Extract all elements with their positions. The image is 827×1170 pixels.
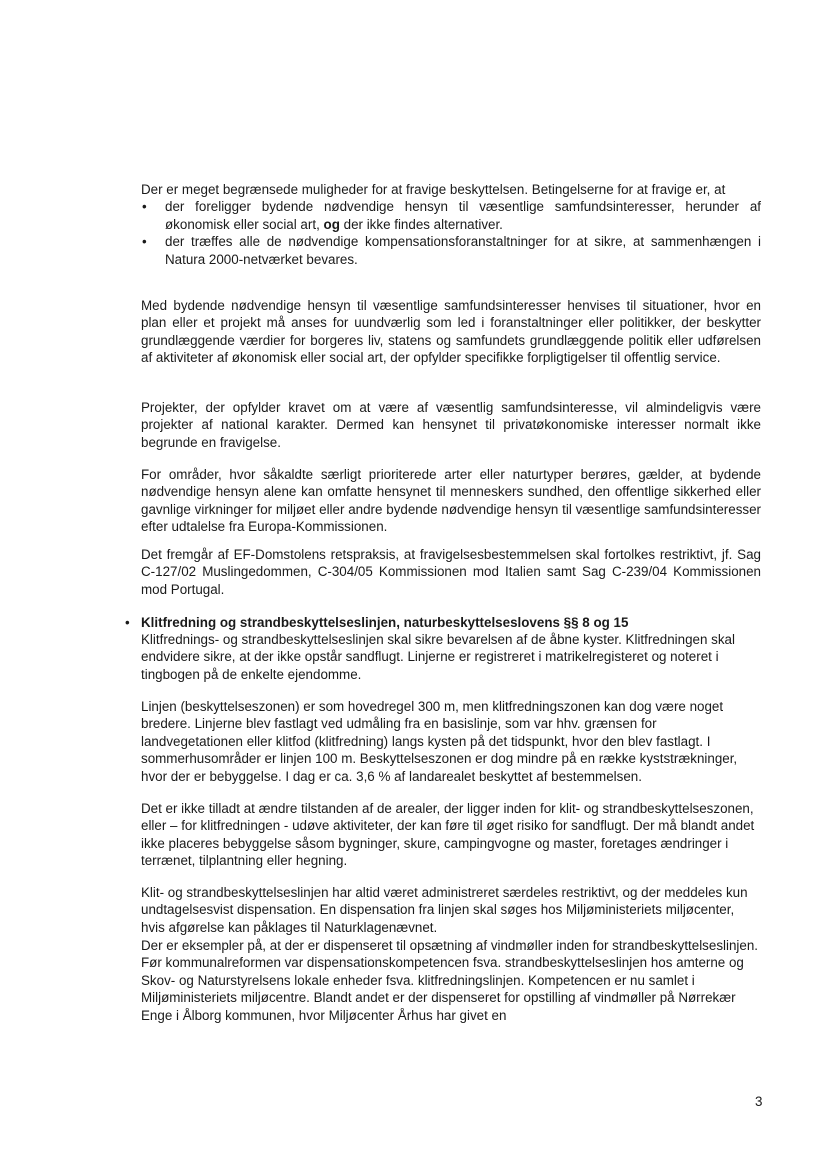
section-paragraph: Linjen (beskyttelseszonen) er som hovedregel 300 m, men klitfredningszonen kan dog være noget bredere. Linjerne blev fastlagt ved udmåling fra en basislinje, som var hhv. grænsen for landvegetationen eller klitfod (klitfredning) langs kysten på det tidspunkt, hvor den blev fastlagt. I sommerhusområder er linjen 100 m. Beskyttelseszonen er dog mindre på en række kyststrækninger, hvor der er bebyggelse. I dag er ca. 3,6 % af landarealet beskyttet af bestemmelsen. [141, 699, 738, 784]
section-bullet: • [125, 615, 130, 630]
body-paragraph: Med bydende nødvendige hensyn til væsentlige samfundsinteresser henvises til situationer, hvor en plan eller et projekt må anses for uundværlig som led i foranstaltninger eller politikker, der beskytter grundlæggende værdier for borgeres liv, statens og samfundets grundlæggende politik eller udførelsen af aktiviteter af økonomisk eller social art, der opfylder specifikke forpligtigelser til offentlig service. [141, 298, 761, 366]
intro-block [141, 181, 761, 268]
section-heading-row [119, 614, 761, 631]
body-paragraph: Projekter, der opfylder kravet om at være af væsentlig samfundsinteresse, vil almindeligvis være projekter af national karakter. Dermed kan hensynet til privatøkonomiske interesser normalt ikke begrunde en fravigelse. [141, 400, 761, 450]
section-paragraph: Klitfrednings- og strandbeskyttelseslinjen skal sikre bevarelsen af de åbne kyster. Klitfredningen skal endvidere sikre, at der ikke opstår sandflugt. Linjerne er registreret i matrikelregisteret og noteret i tingbogen på de enkelte ejendomme. [141, 632, 735, 682]
list-item: • der træffes alle de nødvendige kompensationsforanstaltninger for at sikre, at sammenhængen i Natura 2000-netværket bevares. [141, 233, 761, 268]
intro-paragraph: Der er meget begrænsede muligheder for at fravige beskyttelsen. Betingelserne for at fravige er, at [141, 182, 726, 197]
section-paragraph: Det er ikke tilladt at ændre tilstanden af de arealer, der ligger inden for klit- og strandbeskyttelseszonen, eller – for klitfredningen - udøve aktiviteter, der kan føre til øget risiko for sandflugt. Der må blandt andet ikke placeres bebyggelse såsom bygninger, skure, campingvogne og master, foretages ændringer i terrænet, tilplantning eller hegning. [141, 801, 755, 869]
section-paragraph: Der er eksempler på, at der er dispenseret til opsætning af vindmøller inden for strandbeskyttelseslinjen. Før kommunalreformen var dispensationskompetencen fsva. strandbeskyttelseslinjen hos amterne og Skov- og Naturstyrelsens lokale enheder fsva. klitfredningslinjen. Kompetencen er nu samlet i Miljøministeriets miljøcentre. Blandt andet er der dispenseret for opstilling af vindmøller på Nørrekær Enge i Ålborg kommunen, hvor Miljøcenter Århus har givet en [141, 938, 759, 1023]
section-heading: Klitfredning og strandbeskyttelseslinjen, naturbeskyttelseslovens §§ 8 og 15 [141, 615, 629, 630]
body-paragraph: For områder, hvor såkaldte særligt prioriterede arter eller naturtyper berøres, gælder, at bydende nødvendige hensyn alene kan omfatte hensynet til menneskers sundhed, den offentlige sikkerhed eller gavnlige virkninger for miljøet eller andre bydende nødvendige hensyn til væsentlige samfundsinteresser efter udtalelse fra Europa-Kommissionen. [141, 467, 761, 535]
body-paragraph: Det fremgår af EF-Domstolens retspraksis, at fravigelsesbestemmelsen skal fortolkes restriktivt, jf. Sag C-127/02 Muslingedommen, C-304/05 Kommissionen mod Italien samt Sag C-239/04 Kommissionen mod Portugal. [141, 547, 761, 597]
conditions-list [141, 198, 761, 268]
list-item: • der foreligger bydende nødvendige hensyn til væsentlige samfundsinteresser, herunder af økonomisk eller social art, og der ikke findes alternativer. [141, 198, 761, 233]
section-paragraph: Klit- og strandbeskyttelseslinjen har altid været administreret særdeles restriktivt, og der meddeles kun undtagelsesvist dispensation. En dispensation fra linjen skal søges hos Miljøministeriets miljøcenter, hvis afgørelse kan påklages til Naturklagenævnet. [141, 885, 748, 935]
page-number: 3 [755, 1094, 763, 1109]
